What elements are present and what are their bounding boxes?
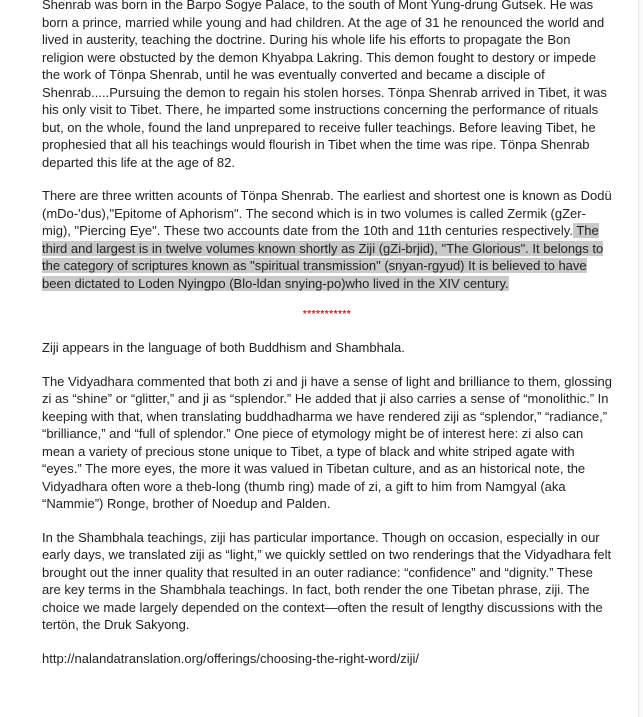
paragraph-written-accounts [42, 187, 612, 292]
source-link[interactable]: http://nalandatranslation.org/offerings/choosing-the-right-word/ziji/ [42, 650, 419, 666]
accounts-text: There are three written acounts of Tönpa Shenrab. The earliest and shortest one is known as Dodü (mDo-'dus),"Epitome of Aphorism". The second which is in two volumes is called Zermik (gZer-mig), "Piercing Eye". These two accounts date from the 10th and 11th centuries respectively. [42, 188, 612, 238]
paragraph-shenrab-life: Shenrab was born in the Barpo Sogye Palace, to the south of Mont Yung-drung Gutsek. He was born a prince, married while young and had children. At the age of 31 he renounced the world and lived in austerity, teaching the doctrine. During his whole life his efforts to propagate the Bon religion were obstucted by the demon Khyabpa Lakring. This demon fought to destory or impede the work of Tönpa Shenrab, until he was eventually converted and became a disciple of Shenrab.....Pursuing the demon to regain his stolen horses. Tönpa Shenrab arrived in Tibet, it was his only visit to Tibet. There, he imparted some instructions concerning the performance of rituals but, on the whole, found the land unprepared to receive fuller teachings. Before leaving Tibet, he prophesied that all his teachings would flourish in Tibet when the time was ripe. Tönpa Shenrab departed this life at the age of 82. [42, 0, 607, 170]
section-divider: *********** [302, 309, 352, 320]
paragraph-shambhala-teachings: In the Shambhala teachings, ziji has particular importance. Though on occasion, especially in our early days, we translated ziji as “light,” we quickly settled on two renderings that the Vidyadhara felt brought out the inner quality that resulted in an outer radiance: “confidence” and “dignity.” These are key terms in the Shambhala teachings. In fact, both render the one Tibetan phrase, ziji. The choice we made largely depended on the context—often the result of lengthy discussions with the tertön, the Druk Sakyong. [42, 529, 612, 632]
scrollbar[interactable] [639, 0, 643, 717]
paragraph-ziji-intro: Ziji appears in the language of both Buddhism and Shambhala. [42, 340, 405, 355]
article-body [42, 0, 612, 683]
paragraph-vidyadhara-comment: The Vidyadhara commented that both zi and ji have a sense of light and brilliance to them, glossing zi as “shine” or “glitter,” and ji as “splendor.” He added that ji also carries a sense of “monolithic.” In keeping with that, when translating buddhadharma we have rendered ziji as “splendor,” “radiance,” “brilliance,” and “full of splendor.” One piece of etymology might be of interest here: zi also can mean a variety of precious stone unique to Tibet, a type of black and white striped agate with “eyes.” The more eyes, the more it was valued in Tibetan culture, and as an historical note, the Vidyadhara often wore a theb-long (thumb ring) made of zi, a gift to him from Namgyal (aka “Nammie”) Ronge, brother of Noedup and Palden. [42, 373, 612, 511]
source-paragraph [42, 650, 612, 668]
selected-text-highlight[interactable]: The third and largest is in twelve volumes known shortly as Ziji (gZi-brjid), "The Glorious". It belongs to the category of scriptures known as "spiritual transmission" (snyan-rgyud) It is believed to have been dictated to Loden Nyingpo (Blo-ldan snying-po)who lived in the XIV century. [42, 223, 604, 291]
